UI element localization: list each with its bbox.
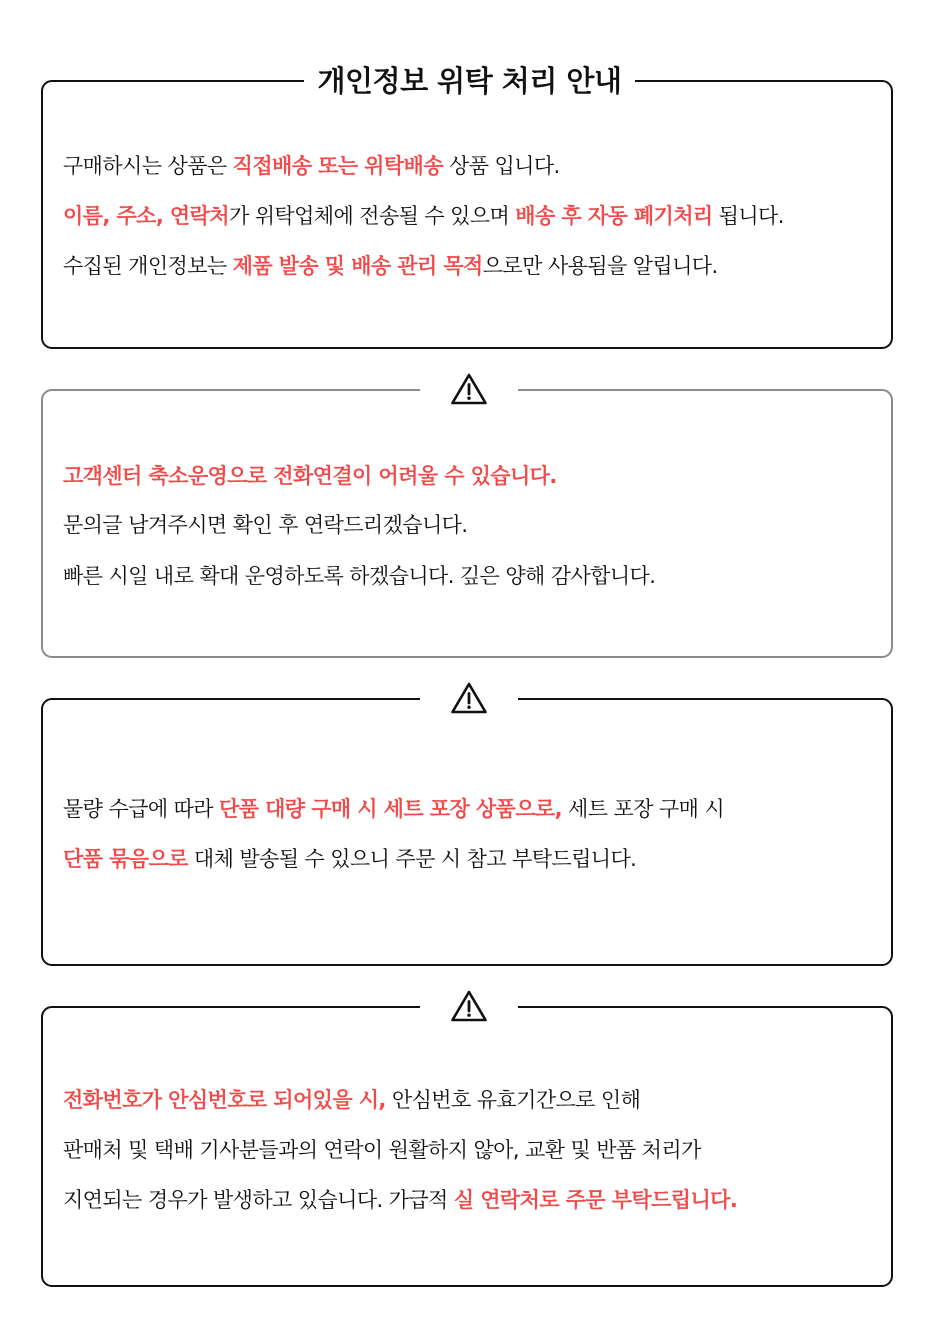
text-segment: 가 위탁업체에 전송될 수 있으며 <box>228 204 516 228</box>
highlight-text: 실 연락처로 주문 부탁드립니다. <box>453 1188 738 1212</box>
text-segment: 판매처 및 택배 기사분들과의 연락이 원활하지 않아, 교환 및 반품 처리가 <box>63 1138 701 1162</box>
text-segment: 문의글 남겨주시면 확인 후 연락드리겠습니다. <box>63 513 468 537</box>
customer-center-line-3 <box>63 561 871 591</box>
text-segment: 됩니다. <box>712 204 784 228</box>
text-segment: 빠른 시일 내로 확대 운영하도록 하겠습니다. 깊은 양해 감사합니다. <box>63 564 656 588</box>
customer-center-notice-box <box>41 389 893 658</box>
highlight-text: 단품 묶음으로 <box>63 847 188 871</box>
text-segment: 구매하시는 상품은 <box>63 154 233 178</box>
bundle-line-1 <box>63 794 871 824</box>
customer-center-line-1 <box>63 461 871 491</box>
text-segment: 수집된 개인정보는 <box>63 254 233 278</box>
privacy-notice-box <box>41 80 893 349</box>
privacy-line-1 <box>63 151 871 181</box>
warning-triangle-icon <box>450 372 488 406</box>
highlight-text: 배송 후 자동 폐기처리 <box>515 204 713 228</box>
safe-number-line-2 <box>63 1135 871 1165</box>
text-segment: 으로만 사용됨을 알립니다. <box>482 254 718 278</box>
page-title: 개인정보 위탁 처리 안내 <box>304 56 636 106</box>
bundle-notice-box <box>41 698 893 966</box>
safe-number-line-1 <box>63 1085 871 1115</box>
highlight-text: 제품 발송 및 배송 관리 목적 <box>232 254 483 278</box>
safe-number-line-3 <box>63 1185 871 1215</box>
text-segment: 물량 수급에 따라 <box>63 797 220 821</box>
text-segment: 지연되는 경우가 발생하고 있습니다. 가급적 <box>63 1188 454 1212</box>
text-segment: 상품 입니다. <box>442 154 560 178</box>
text-segment: 대체 발송될 수 있으니 주문 시 참고 부탁드립니다. <box>187 847 637 871</box>
highlight-text: 전화번호가 안심번호로 되어있을 시, <box>63 1088 386 1112</box>
text-segment: 안심번호 유효기간으로 인해 <box>385 1088 641 1112</box>
privacy-line-2 <box>63 201 871 231</box>
privacy-line-3 <box>63 251 871 281</box>
highlight-text: 이름, 주소, 연락처 <box>63 204 229 228</box>
customer-center-line-2 <box>63 510 871 540</box>
highlight-text: 고객센터 축소운영으로 전화연결이 어려울 수 있습니다. <box>63 464 557 488</box>
warning-icon-wrap <box>420 986 518 1026</box>
highlight-text: 단품 대량 구매 시 세트 포장 상품으로, <box>219 797 562 821</box>
text-segment: 세트 포장 구매 시 <box>561 797 725 821</box>
highlight-text: 직접배송 또는 위탁배송 <box>232 154 443 178</box>
warning-icon-wrap <box>420 369 518 409</box>
safe-number-notice-box <box>41 1006 893 1287</box>
warning-icon-wrap <box>420 678 518 718</box>
warning-triangle-icon <box>450 681 488 715</box>
page-title-wrap <box>0 56 939 106</box>
warning-triangle-icon <box>450 989 488 1023</box>
bundle-line-2 <box>63 844 871 874</box>
